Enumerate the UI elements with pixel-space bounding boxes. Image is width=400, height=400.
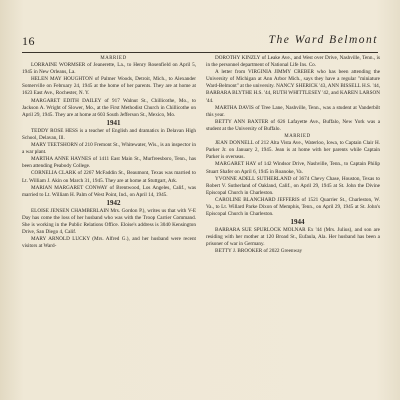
section-heading: MARRIED [284, 134, 311, 140]
alumnae-note-paragraph: BETTY J. BROOKER of 2022 Greenway [215, 248, 303, 255]
alumnae-note-paragraph: MARTHA ANNE HAYNES of 1411 East Main St., Murfreesboro, Tenn., has been attending Peabody College. [22, 156, 196, 170]
alumnae-note-paragraph: DOROTHY KINZLY of Leake Ave., and West over Drive, Nashville, Tenn., is in the personnel department of National Life Ins. Co. [206, 55, 380, 69]
right-column [206, 55, 380, 395]
page-header [22, 34, 378, 53]
class-year-heading: 1944 [290, 218, 305, 227]
alumnae-note-paragraph: HELEN MAY HOUGHTON of Palmer Woods, Detroit, Mich., to Alexander Somerville on February 24, 1945 at the home of her parents. They are at home at 1623 East Ave., Rochester, N. Y. [22, 76, 196, 97]
alumnae-note-paragraph: BARBARA SUE SPURLOCK MOLNAR Ex '44 (Mrs. Julius), and son are residing with her mother at 120 Broad St., Eufaula, Ala. Her husband has been a prisoner of war in Germany. [206, 227, 380, 248]
class-year-heading: 1942 [106, 198, 121, 207]
alumnae-note-paragraph: JEAN DONNELL of 212 Alta Vista Ave., Waterloo, Iowa, to Captain Clair H. Parker Jr. on January 2, 1945. Jean is at home with her parents while Captain Parker is overseas. [206, 140, 380, 161]
alumnae-note-paragraph: MARGARET EDITH DAILEY of 917 Walnut St., Chillicothe, Mo., to Jackson A. Wright of Slower, Mo., at the First Methodist Church in Chillicothe on April 29, 1945. They are at home at 603 South Jefferson St., Mexico, Mo. [22, 97, 196, 118]
alumnae-note-paragraph: CAROLINE BLANCHARD JEFFERIS of 1521 Quarrier St., Charleston, W. Va., to Lt. Willard Parke Dixon of Memphis, Tenn., on April 29, 1945 at St. John's Episcopal Church in Charleston. [206, 196, 380, 218]
alumnae-note-paragraph: TEDDY ROSE HESS is a teacher of English and dramatics in Delavan High School, Delavan, Ill. [22, 127, 196, 141]
page-number: 16 [22, 34, 35, 48]
section-heading: MARRIED [100, 56, 127, 61]
alumnae-note-paragraph: YVONNE ADELL SUTHERLAND of 3674 Chevy Chase, Houston, Texas to Robert V. Sutherland of Oakland, Calif., on April 29, 1945 at St. John the Divine Episcopal Church in Charleston. [206, 175, 380, 196]
alumnae-note-paragraph: ELOISE JENSEN CHAMBERLAIN Mrs. Gordon P.), writes us that with V-E Day has come the loss of her husband who was with the Troop Carrier Command. She is working in the Public Relations Office. Eloise's address is 3040 Kensington Drive, San Diego 4, Calif. [22, 207, 196, 236]
alumnae-note-paragraph: BETTY ANN BAXTER of 626 Lafayette Ave., Buffalo, New York was a student at the University of Buffalo. [206, 118, 380, 132]
alumnae-note-paragraph: MARGARET HAY of 142 Windsor Drive, Nashville, Tenn., to Captain Philip Stuart Shafer on April 6, 1945 in Roanoke, Va. [206, 161, 380, 175]
class-year-heading: 1941 [106, 118, 121, 127]
alumnae-note-paragraph: CORNELIA CLARK of 2267 McFaddin St., Beaumont, Texas was married to Lt. William J. Akin on March 31, 1945. They are at home at Stuttgart, Ark. [22, 170, 196, 184]
alumnae-note-paragraph: A letter from VIRGINIA JIMMY CREBER who has been attending the University of Michigan at Ann Arbor Mich., says they have a regular "miniature Ward-Belmont" at the university. NANCY SHERICK '43, ANN BISSELL H.S. '44, BARBARA BLYTHE H.S. '44, RUTH WHITTLESEY '42, and KAREN LARSON '44. [206, 69, 380, 104]
alumnae-note-paragraph: MARY TEETSHORN of 210 Fremont St., Whitewater, Wis., is an inspector in a war plant. [22, 142, 196, 156]
alumnae-note-paragraph: MARIAN MARGARET CONWAY of Brentwood, Los Angeles, Calif., was married to Lt. William H. Palm of West Point, Ind., on April 14, 1945. [22, 184, 196, 198]
alumnae-note-paragraph: LORRAINE WORMSER of Jeanerette, La., to Henry Rosenfield on April 5, 1945 in New Orleans, La. [22, 62, 196, 76]
alumnae-note-paragraph: MARY ARNOLD LUCKY (Mrs. Alfred G.), and her husband were recent visitors at Ward- [22, 236, 196, 250]
alumnae-note-paragraph: MARTHA DAVIS of Tree Lane, Nashville, Tenn., was a student at Vanderbilt this year. [206, 104, 380, 118]
left-column [22, 55, 196, 395]
publication-title: The Ward Belmont [268, 34, 378, 46]
article-columns [22, 55, 380, 395]
